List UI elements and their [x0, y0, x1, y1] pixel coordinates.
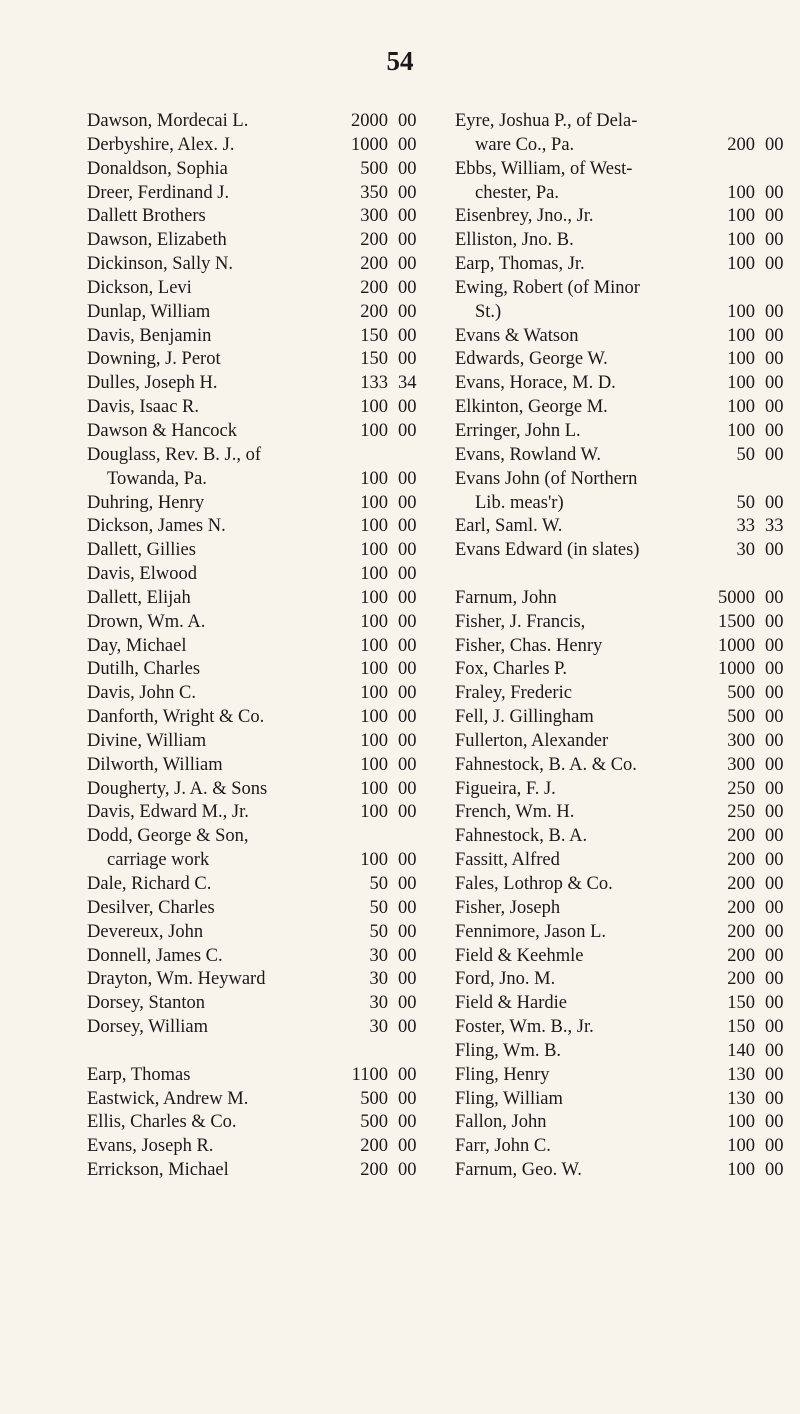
amount-dollars: 1000 — [718, 635, 755, 656]
amount-dollars: 200 — [727, 969, 755, 990]
amount-dollars: 30 — [369, 945, 388, 966]
amount-cents: 00 — [765, 969, 784, 990]
amount-cents: 00 — [398, 468, 417, 489]
amount-dollars: 30 — [369, 969, 388, 990]
amount-cents: 00 — [765, 492, 784, 513]
amount-dollars: 200 — [727, 850, 755, 871]
subscriber-name: Desilver, Charles — [87, 897, 215, 918]
amount-cents: 00 — [398, 111, 417, 131]
amount-dollars: 100 — [727, 397, 755, 418]
amount-dollars: 100 — [727, 254, 755, 275]
amount-dollars: 100 — [360, 707, 388, 728]
subscriber-name: St.) — [475, 301, 502, 322]
amount-cents: 00 — [765, 540, 784, 561]
subscriber-name: Fisher, Joseph — [455, 897, 561, 918]
amount-dollars: 100 — [360, 540, 388, 561]
amount-cents: 00 — [398, 802, 417, 823]
amount-cents: 00 — [398, 158, 417, 179]
subscriber-name: Drown, Wm. A. — [87, 611, 206, 632]
amount-cents: 00 — [765, 1136, 784, 1157]
amount-cents: 00 — [765, 921, 784, 942]
page-number: 54 — [386, 46, 414, 76]
amount-dollars: 100 — [360, 516, 388, 537]
amount-dollars: 133 — [360, 373, 388, 394]
amount-dollars: 1500 — [718, 611, 755, 632]
subscriber-name: Figueira, F. J. — [455, 778, 556, 799]
amount-dollars: 100 — [360, 564, 388, 585]
amount-dollars: 50 — [736, 492, 755, 513]
amount-dollars: 100 — [360, 635, 388, 656]
amount-cents: 00 — [398, 730, 417, 751]
subscriber-name: Fling, William — [455, 1088, 563, 1109]
amount-dollars: 50 — [369, 897, 388, 918]
amount-cents: 00 — [765, 230, 784, 251]
amount-dollars: 500 — [360, 1088, 388, 1109]
amount-dollars: 140 — [727, 1040, 755, 1061]
amount-cents: 00 — [765, 1112, 784, 1133]
amount-cents: 00 — [398, 564, 417, 585]
amount-cents: 00 — [398, 754, 417, 775]
amount-dollars: 100 — [727, 301, 755, 322]
amount-cents: 00 — [398, 1136, 417, 1157]
amount-dollars: 200 — [360, 301, 388, 322]
subscriber-name: Ewing, Robert (of Minor — [455, 277, 640, 298]
amount-cents: 00 — [765, 397, 784, 418]
amount-cents: 00 — [398, 921, 417, 942]
subscriber-name: Fullerton, Alexander — [455, 730, 609, 751]
amount-cents: 00 — [765, 349, 784, 370]
amount-cents: 00 — [398, 659, 417, 680]
amount-dollars: 1100 — [351, 1064, 388, 1085]
subscriber-name: Day, Michael — [87, 635, 187, 656]
amount-cents: 00 — [765, 182, 784, 203]
subscriber-name: Davis, Elwood — [87, 564, 197, 585]
amount-cents: 00 — [765, 254, 784, 275]
subscriber-name: Lib. meas'r) — [475, 492, 564, 513]
subscriber-name: Evans, Joseph R. — [87, 1136, 214, 1157]
amount-dollars: 100 — [727, 325, 755, 346]
amount-dollars: 300 — [727, 754, 755, 775]
subscriber-name: Fling, Wm. B. — [455, 1040, 562, 1061]
amount-cents: 00 — [398, 1112, 417, 1133]
amount-dollars: 100 — [727, 182, 755, 203]
subscriber-name: Dougherty, J. A. & Sons — [87, 778, 268, 799]
subscriber-name: Dallett, Gillies — [87, 540, 196, 561]
amount-dollars: 150 — [727, 1017, 755, 1038]
subscriber-name: Davis, Isaac R. — [87, 397, 199, 418]
subscriber-name: Farr, John C. — [455, 1136, 551, 1157]
subscriber-name: Donaldson, Sophia — [87, 158, 228, 179]
amount-cents: 00 — [398, 254, 417, 275]
amount-cents: 00 — [398, 1017, 417, 1038]
subscriber-name: Fales, Lothrop & Co. — [455, 874, 613, 894]
amount-dollars: 200 — [360, 277, 388, 298]
amount-cents: 00 — [765, 134, 784, 155]
amount-dollars: 100 — [727, 206, 755, 227]
amount-cents: 00 — [398, 945, 417, 966]
amount-dollars: 130 — [727, 1064, 755, 1085]
amount-cents: 00 — [765, 897, 784, 918]
amount-dollars: 200 — [360, 1160, 388, 1181]
subscriber-name: Drayton, Wm. Heyward — [87, 969, 266, 990]
subscriber-name: Field & Keehmle — [455, 945, 584, 966]
subscriber-name: Dunlap, William — [87, 301, 211, 322]
amount-dollars: 200 — [727, 921, 755, 942]
amount-dollars: 300 — [360, 206, 388, 227]
subscriber-name: Dulles, Joseph H. — [87, 373, 218, 394]
subscriber-name: Fraley, Frederic — [455, 683, 572, 704]
subscriber-name: Dawson, Elizabeth — [87, 230, 227, 251]
subscriber-name: Dutilh, Charles — [87, 659, 201, 680]
amount-dollars: 130 — [727, 1088, 755, 1109]
amount-dollars: 50 — [736, 444, 755, 465]
subscriber-name: Fahnestock, B. A. — [455, 826, 588, 847]
subscriber-name: Donnell, James C. — [87, 945, 223, 966]
amount-dollars: 100 — [360, 420, 388, 441]
amount-dollars: 100 — [360, 850, 388, 871]
subscriber-name: Erringer, John L. — [455, 420, 581, 441]
subscriber-name: Ellis, Charles & Co. — [87, 1112, 237, 1133]
amount-dollars: 30 — [369, 993, 388, 1014]
subscriber-name: Davis, John C. — [87, 683, 196, 704]
amount-cents: 00 — [398, 874, 417, 894]
amount-dollars: 100 — [360, 778, 388, 799]
amount-cents: 00 — [398, 1064, 417, 1085]
amount-cents: 00 — [398, 850, 417, 871]
amount-dollars: 200 — [727, 874, 755, 894]
amount-cents: 00 — [765, 993, 784, 1014]
amount-dollars: 200 — [727, 945, 755, 966]
amount-dollars: 200 — [727, 826, 755, 847]
amount-cents: 00 — [398, 778, 417, 799]
amount-cents: 00 — [765, 778, 784, 799]
amount-cents: 00 — [398, 540, 417, 561]
subscriber-name: Duhring, Henry — [87, 492, 205, 513]
amount-dollars: 30 — [369, 1017, 388, 1038]
amount-cents: 00 — [765, 754, 784, 775]
amount-cents: 00 — [398, 587, 417, 608]
subscriber-name: Dawson & Hancock — [87, 420, 238, 441]
subscriber-name: Errickson, Michael — [87, 1160, 229, 1181]
amount-cents: 00 — [398, 993, 417, 1014]
subscriber-name: Fahnestock, B. A. & Co. — [455, 754, 637, 775]
subscriber-name: Downing, J. Perot — [87, 349, 221, 370]
subscriber-name: Douglass, Rev. B. J., of — [87, 444, 262, 465]
amount-dollars: 100 — [727, 349, 755, 370]
subscriber-name: Ebbs, William, of West- — [455, 158, 633, 179]
amount-dollars: 50 — [369, 921, 388, 942]
amount-dollars: 33 — [736, 516, 755, 537]
amount-cents: 00 — [765, 587, 784, 608]
amount-cents: 00 — [398, 301, 417, 322]
subscriber-name: Fennimore, Jason L. — [455, 921, 607, 942]
amount-cents: 00 — [398, 492, 417, 513]
subscriber-name: Danforth, Wright & Co. — [87, 707, 265, 728]
subscriber-name: Dickson, James N. — [87, 516, 226, 537]
amount-cents: 00 — [398, 1088, 417, 1109]
amount-dollars: 100 — [360, 468, 388, 489]
subscriber-name: Dale, Richard C. — [87, 874, 212, 894]
subscriber-name: Elliston, Jno. B. — [455, 230, 574, 251]
amount-dollars: 2000 — [351, 111, 388, 131]
amount-cents: 00 — [765, 1040, 784, 1061]
subscriber-name: Evans & Watson — [455, 325, 579, 346]
subscriber-name: Fisher, J. Francis, — [455, 611, 586, 632]
amount-dollars: 100 — [360, 397, 388, 418]
amount-cents: 00 — [398, 707, 417, 728]
subscriber-name: Farnum, Geo. W. — [455, 1160, 582, 1181]
amount-cents: 00 — [765, 802, 784, 823]
amount-dollars: 100 — [360, 492, 388, 513]
amount-dollars: 1000 — [718, 659, 755, 680]
amount-dollars: 100 — [727, 373, 755, 394]
amount-dollars: 100 — [360, 802, 388, 823]
amount-dollars: 150 — [360, 349, 388, 370]
amount-dollars: 1000 — [351, 134, 388, 155]
amount-dollars: 100 — [727, 230, 755, 251]
subscriber-name: Eastwick, Andrew M. — [87, 1088, 249, 1109]
amount-cents: 00 — [765, 707, 784, 728]
amount-dollars: 200 — [360, 254, 388, 275]
amount-dollars: 200 — [727, 897, 755, 918]
amount-dollars: 100 — [360, 587, 388, 608]
subscriber-name: Dallett Brothers — [87, 206, 206, 227]
subscriber-name: Earl, Saml. W. — [455, 516, 563, 537]
subscriber-name: Evans John (of Northern — [455, 468, 638, 489]
amount-cents: 00 — [765, 1088, 784, 1109]
amount-cents: 00 — [765, 444, 784, 465]
amount-cents: 00 — [765, 373, 784, 394]
amount-dollars: 150 — [360, 325, 388, 346]
subscriber-name: Fox, Charles P. — [455, 659, 568, 680]
amount-cents: 00 — [765, 206, 784, 227]
subscriber-name: Fisher, Chas. Henry — [455, 635, 603, 656]
amount-dollars: 100 — [727, 1160, 755, 1181]
amount-cents: 00 — [765, 325, 784, 346]
amount-cents: 00 — [398, 206, 417, 227]
amount-cents: 00 — [398, 397, 417, 418]
subscriber-name: Earp, Thomas — [87, 1064, 191, 1085]
amount-dollars: 500 — [727, 683, 755, 704]
amount-cents: 00 — [398, 230, 417, 251]
amount-dollars: 100 — [727, 420, 755, 441]
subscriber-name: ware Co., Pa. — [475, 134, 575, 155]
amount-dollars: 100 — [360, 754, 388, 775]
amount-cents: 00 — [398, 134, 417, 155]
amount-cents: 00 — [765, 659, 784, 680]
amount-cents: 00 — [765, 611, 784, 632]
subscriber-name: Dodd, George & Son, — [87, 826, 249, 847]
amount-dollars: 200 — [727, 134, 755, 155]
amount-cents: 00 — [765, 874, 784, 894]
amount-dollars: 500 — [360, 1112, 388, 1133]
amount-dollars: 100 — [360, 730, 388, 751]
amount-cents: 00 — [398, 420, 417, 441]
subscriber-name: Elkinton, George M. — [455, 397, 608, 418]
subscriber-name: Dilworth, William — [87, 754, 223, 775]
subscriber-name: Davis, Edward M., Jr. — [87, 802, 249, 823]
amount-dollars: 50 — [369, 874, 388, 894]
subscriber-name: carriage work — [107, 850, 210, 871]
amount-cents: 00 — [398, 277, 417, 298]
subscriber-name: Dickinson, Sally N. — [87, 254, 233, 275]
amount-dollars: 100 — [727, 1136, 755, 1157]
subscriber-name: chester, Pa. — [475, 182, 560, 203]
subscriber-name: Earp, Thomas, Jr. — [455, 254, 585, 275]
subscriber-name: Dallett, Elijah — [87, 587, 191, 608]
subscriber-name: Dickson, Levi — [87, 277, 192, 298]
subscriber-name: Davis, Benjamin — [87, 325, 212, 346]
amount-cents: 34 — [398, 373, 417, 394]
amount-cents: 00 — [765, 301, 784, 322]
amount-dollars: 250 — [727, 802, 755, 823]
subscriber-name: Fling, Henry — [455, 1064, 550, 1085]
subscriber-name: Dorsey, William — [87, 1017, 209, 1038]
amount-cents: 00 — [765, 850, 784, 871]
amount-dollars: 300 — [727, 730, 755, 751]
subscriber-name: Evans Edward (in slates) — [455, 540, 640, 561]
subscriber-name: Dawson, Mordecai L. — [87, 111, 249, 131]
amount-cents: 00 — [765, 635, 784, 656]
subscriber-name: Farnum, John — [455, 587, 557, 608]
amount-dollars: 250 — [727, 778, 755, 799]
amount-dollars: 100 — [727, 1112, 755, 1133]
amount-cents: 00 — [398, 325, 417, 346]
subscriber-name: Divine, William — [87, 730, 207, 751]
subscriber-name: Field & Hardie — [455, 993, 568, 1014]
amount-dollars: 200 — [360, 230, 388, 251]
amount-dollars: 350 — [360, 182, 388, 203]
amount-cents: 00 — [398, 1160, 417, 1181]
amount-cents: 00 — [765, 420, 784, 441]
subscriber-name: Fassitt, Alfred — [455, 850, 560, 871]
amount-cents: 00 — [398, 182, 417, 203]
amount-dollars: 200 — [360, 1136, 388, 1157]
amount-cents: 00 — [765, 730, 784, 751]
amount-cents: 00 — [398, 635, 417, 656]
amount-dollars: 5000 — [718, 587, 755, 608]
subscriber-name: Eyre, Joshua P., of Dela- — [455, 111, 638, 131]
amount-cents: 00 — [398, 683, 417, 704]
subscriber-name: Ford, Jno. M. — [455, 969, 556, 990]
amount-cents: 00 — [765, 1160, 784, 1181]
subscriber-name: Evans, Horace, M. D. — [455, 373, 616, 394]
amount-dollars: 150 — [727, 993, 755, 1014]
amount-cents: 00 — [765, 1064, 784, 1085]
amount-cents: 00 — [398, 897, 417, 918]
subscriber-name: Fell, J. Gillingham — [455, 707, 594, 728]
amount-dollars: 500 — [727, 707, 755, 728]
amount-cents: 00 — [398, 349, 417, 370]
amount-cents: 33 — [765, 516, 784, 537]
subscriber-name: Eisenbrey, Jno., Jr. — [455, 206, 594, 227]
subscriber-name: Foster, Wm. B., Jr. — [455, 1017, 594, 1038]
subscriber-name: Evans, Rowland W. — [455, 444, 601, 465]
amount-cents: 00 — [398, 516, 417, 537]
subscriber-name: Fallon, John — [455, 1112, 547, 1133]
amount-cents: 00 — [765, 683, 784, 704]
subscriber-name: Edwards, George W. — [455, 349, 608, 370]
amount-cents: 00 — [398, 969, 417, 990]
subscriber-name: Dreer, Ferdinand J. — [87, 182, 230, 203]
amount-cents: 00 — [765, 826, 784, 847]
subscriber-name: Devereux, John — [87, 921, 204, 942]
amount-cents: 00 — [398, 611, 417, 632]
amount-dollars: 500 — [360, 158, 388, 179]
subscriber-name: Derbyshire, Alex. J. — [87, 134, 235, 155]
subscriber-name: French, Wm. H. — [455, 802, 575, 823]
amount-dollars: 30 — [736, 540, 755, 561]
amount-dollars: 100 — [360, 659, 388, 680]
subscriber-name: Dorsey, Stanton — [87, 993, 206, 1014]
subscriber-name: Towanda, Pa. — [107, 468, 207, 489]
amount-dollars: 100 — [360, 683, 388, 704]
amount-cents: 00 — [765, 945, 784, 966]
amount-dollars: 100 — [360, 611, 388, 632]
amount-cents: 00 — [765, 1017, 784, 1038]
